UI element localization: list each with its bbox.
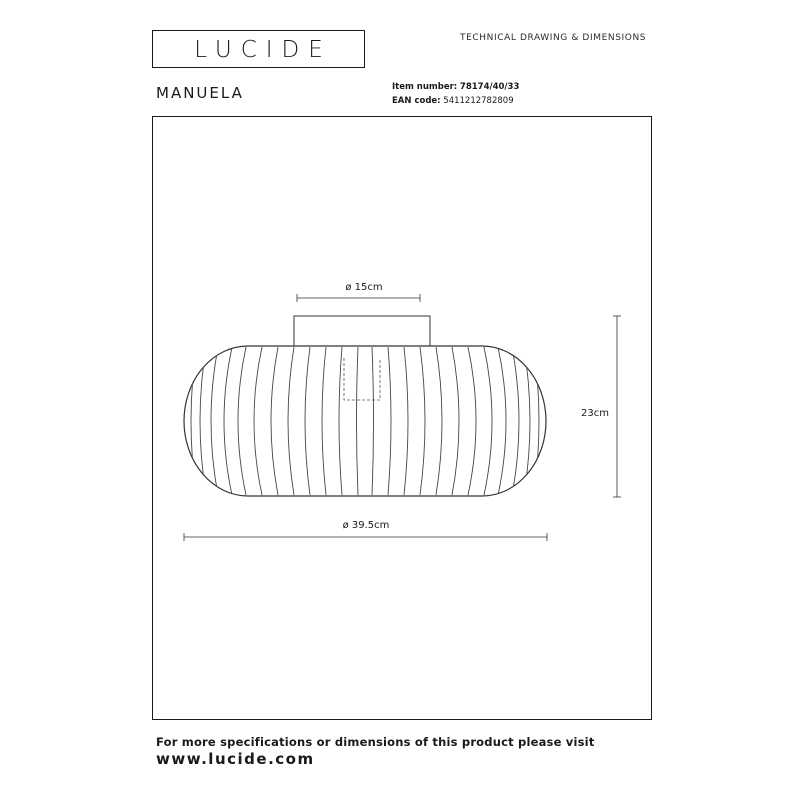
- top-diameter-dimension: [297, 294, 420, 302]
- logo-text: LUCIDE: [194, 37, 332, 63]
- shade-ribs: [191, 347, 539, 495]
- ceiling-canopy: [294, 316, 430, 346]
- document-type: TECHNICAL DRAWING & DIMENSIONS: [460, 33, 647, 43]
- item-number-label: Item number:: [392, 82, 458, 92]
- product-name: MANUELA: [156, 84, 244, 102]
- height-label: 23cm: [581, 408, 609, 419]
- ean-label: EAN code:: [392, 96, 441, 106]
- width-diameter-label: ø 39.5cm: [342, 520, 390, 531]
- width-diameter-dimension: [184, 533, 547, 541]
- height-dimension: [613, 316, 621, 497]
- top-diameter-label: ø 15cm: [345, 282, 383, 293]
- item-number-value: 78174/40/33: [459, 82, 520, 92]
- website-link[interactable]: www.lucide.com: [156, 750, 315, 768]
- lamp-socket-hidden: [344, 358, 380, 400]
- footer-note: For more specifications or dimensions of this product please visit: [156, 735, 595, 749]
- lamp-shade: [184, 346, 546, 496]
- ean-value: 5411212782809: [443, 96, 514, 106]
